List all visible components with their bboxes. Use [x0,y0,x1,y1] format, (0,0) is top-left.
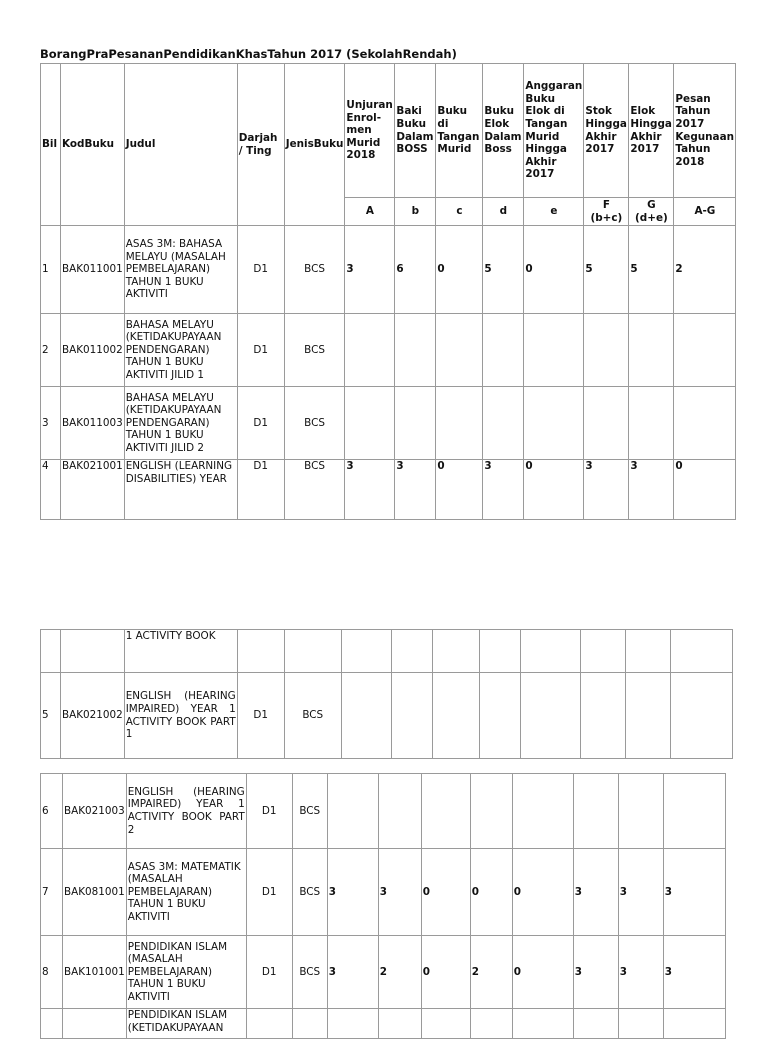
cell-darjah: D1 [237,226,284,314]
code-f: F (b+c) [584,198,629,226]
cell-kod: BAK021001 [61,460,125,520]
form-title: BorangPraPesananPendidikanKhasTahun 2017 (SekolahRendah) [40,47,457,61]
cell-jenis: BCS [284,673,341,759]
cell-a [341,673,391,759]
cell-d: 2 [470,936,512,1009]
order-table-part-1 [40,63,736,520]
cell-d: 0 [470,849,512,936]
cell-kod [61,630,125,673]
cell-bil: 4 [41,460,61,520]
cell-bil: 5 [41,673,61,759]
cell-ag: 2 [674,226,736,314]
cell-bil: 7 [41,849,63,936]
cell-d: 3 [483,460,524,520]
header-kod-buku: KodBuku [61,64,125,226]
header-row [41,64,736,198]
cell-g [625,673,670,759]
cell-jenis: BCS [292,774,327,849]
cell-bil: 6 [41,774,63,849]
cell-darjah [237,630,284,673]
cell-ag [670,630,732,673]
cell-f: 5 [584,226,629,314]
cell-bil: 1 [41,226,61,314]
cell-c: 0 [436,226,483,314]
cell-ag [670,673,732,759]
cell-kod: BAK101001 [63,936,127,1009]
cell-judul: BAHASA MELAYU (KETIDAKUPAYAAN PENDENGARAN) TAHUN 1 BUKU AKTIVITI JILID 2 [124,387,237,460]
cell-b [395,387,436,460]
cell-g: 5 [629,226,674,314]
cell-judul: ENGLISH (HEARING IMPAIRED) YEAR 1 ACTIVITY BOOK PART 1 [124,673,237,759]
table-row [41,774,726,849]
cell-kod: BAK011002 [61,314,125,387]
order-table-part-3 [40,773,726,1039]
header-buku-elok-boss: Buku Elok Dalam Boss [483,64,524,198]
header-elok: Elok Hingga Akhir 2017 [629,64,674,198]
table-row [41,630,733,673]
cell-c [436,387,483,460]
cell-bil: 2 [41,314,61,387]
cell-judul: BAHASA MELAYU (KETIDAKUPAYAAN PENDENGARAN) TAHUN 1 BUKU AKTIVITI JILID 1 [124,314,237,387]
cell-darjah: D1 [246,774,292,849]
cell-judul: ASAS 3M: BAHASA MELAYU (MASALAH PEMBELAJARAN) TAHUN 1 BUKU AKTIVITI [124,226,237,314]
cell-ag [663,774,725,849]
cell-bil: 3 [41,387,61,460]
cell-jenis: BCS [292,936,327,1009]
table-row [41,387,736,460]
cell-kod: BAK021003 [63,774,127,849]
cell-ag: 3 [663,936,725,1009]
cell-g [629,387,674,460]
header-bil: Bil [41,64,61,226]
cell-c [421,774,470,849]
cell-bil: 8 [41,936,63,1009]
header-judul: Judul [124,64,237,226]
cell-d [470,774,512,849]
cell-e: 0 [512,936,573,1009]
order-table-part-2 [40,629,733,759]
cell-darjah: D1 [246,849,292,936]
table-row [41,936,726,1009]
cell-f [584,387,629,460]
cell-d: 5 [483,226,524,314]
cell-darjah: D1 [237,673,284,759]
cell-e [512,774,573,849]
table-row [41,226,736,314]
cell-b: 3 [395,460,436,520]
cell-a: 3 [345,226,395,314]
cell-ag: 3 [663,849,725,936]
cell-a: 3 [327,936,378,1009]
cell-jenis: BCS [284,314,345,387]
cell-darjah: D1 [246,936,292,1009]
header-jenis-buku: JenisBuku [284,64,345,226]
cell-darjah: D1 [237,387,284,460]
table-row [41,849,726,936]
code-a: A [345,198,395,226]
cell-f [580,630,625,673]
code-b: b [395,198,436,226]
cell-bil [41,630,61,673]
cell-b: 2 [378,936,421,1009]
code-ag: A-G [674,198,736,226]
header-unjuran: Unjuran Enrol-men Murid 2018 [345,64,395,198]
cell-a [345,387,395,460]
cell-jenis: BCS [284,226,345,314]
cell-a [327,774,378,849]
cell-d [483,314,524,387]
cell-e: 0 [524,226,584,314]
cell-e [524,314,584,387]
cell-ag [674,314,736,387]
cell-kod: BAK011001 [61,226,125,314]
cell-b [378,774,421,849]
code-e: e [524,198,584,226]
table-row [41,673,733,759]
cell-a [341,630,391,673]
cell-jenis [284,630,341,673]
cell-d [479,630,520,673]
cell-darjah: D1 [237,314,284,387]
cell-kod: BAK081001 [63,849,127,936]
table-row [41,460,736,520]
cell-ag [674,387,736,460]
cell-g: 3 [629,460,674,520]
code-g: G (d+e) [629,198,674,226]
cell-b [391,630,432,673]
cell-e: 0 [512,849,573,936]
cell-judul: PENDIDIKAN ISLAM (MASALAH PEMBELAJARAN) TAHUN 1 BUKU AKTIVITI [126,936,246,1009]
cell-e [520,630,580,673]
cell-f [580,673,625,759]
cell-f: 3 [584,460,629,520]
cell-judul: ENGLISH (LEARNING DISABILITIES) YEAR [124,460,237,520]
cell-jenis: BCS [284,387,345,460]
cell-g [629,314,674,387]
cell-a: 3 [327,849,378,936]
cell-b: 6 [395,226,436,314]
cell-f: 3 [573,849,618,936]
cell-kod: BAK021002 [61,673,125,759]
header-pesan: Pesan Tahun 2017 Kegunaan Tahun 2018 [674,64,736,198]
cell-c [432,630,479,673]
header-darjah: Darjah / Ting [237,64,284,226]
table-row [41,314,736,387]
cell-kod: BAK011003 [61,387,125,460]
cell-f [584,314,629,387]
cell-ag: 0 [674,460,736,520]
cell-g: 3 [618,936,663,1009]
cell-d [479,673,520,759]
code-d: d [483,198,524,226]
code-c: c [436,198,483,226]
cell-e: 0 [524,460,584,520]
cell-a: 3 [345,460,395,520]
cell-b [395,314,436,387]
cell-jenis: BCS [284,460,345,520]
cell-d [483,387,524,460]
cell-c: 0 [436,460,483,520]
header-anggaran: Anggaran Buku Elok di Tangan Murid Hingga Akhir 2017 [524,64,584,198]
cell-c: 0 [421,936,470,1009]
cell-b: 3 [378,849,421,936]
header-buku-tangan: Buku di Tangan Murid [436,64,483,198]
cell-e [520,673,580,759]
cell-f: 3 [573,936,618,1009]
cell-c: 0 [421,849,470,936]
cell-judul: ENGLISH (HEARING IMPAIRED) YEAR 1 ACTIVITY BOOK PART 2 [126,774,246,849]
cell-judul: PENDIDIKAN ISLAM (KETIDAKUPAYAAN [126,1009,246,1039]
cell-b [391,673,432,759]
cell-c [432,673,479,759]
cell-a [345,314,395,387]
cell-g [625,630,670,673]
cell-g [618,774,663,849]
cell-judul: ASAS 3M: MATEMATIK (MASALAH PEMBELAJARAN) TAHUN 1 BUKU AKTIVITI [126,849,246,936]
cell-darjah: D1 [237,460,284,520]
cell-f [573,774,618,849]
cell-jenis: BCS [292,849,327,936]
cell-judul: 1 ACTIVITY BOOK [124,630,237,673]
cell-c [436,314,483,387]
cell-g: 3 [618,849,663,936]
cell-e [524,387,584,460]
header-baki: Baki Buku Dalam BOSS [395,64,436,198]
header-stok: Stok Hingga Akhir 2017 [584,64,629,198]
